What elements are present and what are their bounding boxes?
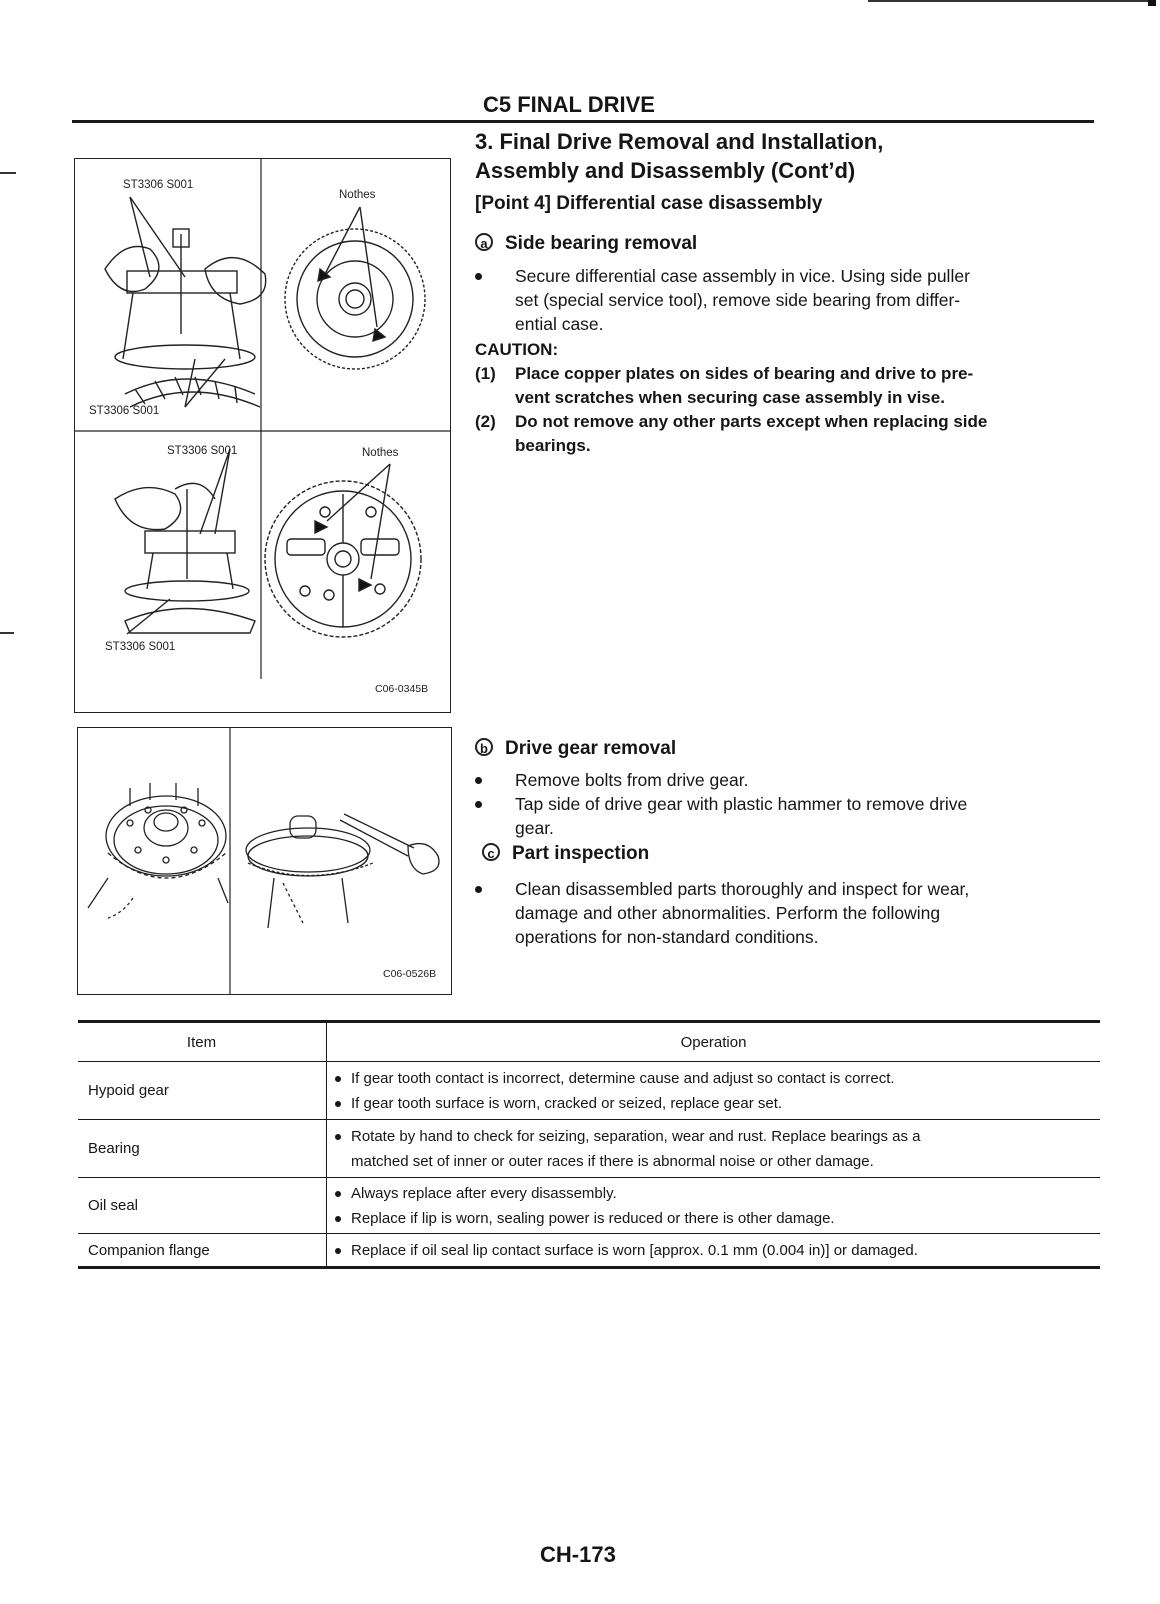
tool-label-lower: ST3306 S001 [167, 445, 238, 457]
drive-gear-bullet-1 [475, 768, 1100, 792]
table-header-row [78, 1022, 1100, 1062]
figure-side-bearing [74, 158, 451, 713]
page-number: CH-173 [540, 1542, 616, 1567]
bullet-dot [475, 273, 482, 280]
flange-illustration-bottom [265, 464, 421, 637]
row-item: Oil seal [78, 1178, 327, 1234]
inspection-text [515, 877, 969, 949]
tool-label-top: ST3306 S001 [123, 179, 194, 191]
margin-tick [0, 172, 16, 174]
figure-drive-gear-drawing [78, 728, 451, 994]
marker-a: a [475, 233, 493, 251]
text-line: ential case. [515, 314, 604, 334]
text-line: bearings. [515, 436, 591, 455]
row-item: Hypoid gear [78, 1062, 327, 1120]
text-line: Secure differential case assembly in vice. Using side puller [515, 266, 970, 286]
bullet-dot [475, 777, 482, 784]
page-title [475, 127, 883, 185]
text-line: Tap side of drive gear with plastic hammer to remove drive [515, 794, 968, 814]
margin-tick [0, 632, 14, 634]
drive-gear-bullet-2 [475, 792, 1100, 840]
text-line: vent scratches when securing case assembly in vise. [515, 388, 945, 407]
figure-code: C06-0526B [383, 968, 437, 980]
op-line: Always replace after every disassembly. [327, 1181, 1100, 1206]
caution-item-2 [475, 410, 1100, 458]
page-title-line1: 3. Final Drive Removal and Installation, [475, 129, 884, 154]
scan-edge-mark [1148, 0, 1156, 6]
notches-label-top: Nothes [339, 189, 376, 201]
bullet-dot [475, 886, 482, 893]
puller-illustration-top [105, 197, 266, 407]
marker-c: c [482, 843, 500, 861]
tool-label-mid: ST3306 S001 [89, 405, 160, 417]
table-row [78, 1234, 1100, 1268]
text-line: operations for non-standard conditions. [515, 927, 819, 947]
row-operation [327, 1062, 1101, 1120]
row-operation [327, 1120, 1101, 1178]
text-line: Place copper plates on sides of bearing and drive to pre- [515, 364, 974, 383]
row-operation [327, 1234, 1101, 1268]
op-line: Replace if lip is worn, sealing power is reduced or there is other damage. [327, 1206, 1100, 1231]
text-line: Remove bolts from drive gear. [515, 770, 749, 790]
inspection-heading-text: Part inspection [512, 843, 650, 864]
drive-gear-heading [475, 738, 676, 760]
op-line: Rotate by hand to check for seizing, separation, wear and rust. Replace bearings as a [327, 1124, 1100, 1149]
puller-illustration-bottom [115, 449, 255, 634]
op-line: If gear tooth surface is worn, cracked or seized, replace gear set. [327, 1091, 1100, 1116]
text-line: Clean disassembled parts thoroughly and inspect for wear, [515, 879, 970, 899]
table-row [78, 1120, 1100, 1178]
scan-edge-line [868, 0, 1148, 2]
figure-side-bearing-drawing [75, 159, 450, 712]
side-bearing-bullet [475, 264, 1100, 336]
text-line: set (special service tool), remove side bearing from differ- [515, 290, 961, 310]
table-row [78, 1178, 1100, 1234]
header-operation: Operation [327, 1022, 1101, 1062]
header-rule [72, 120, 1094, 123]
drive-gear-bullet-2-text [515, 792, 967, 840]
figure-drive-gear [77, 727, 452, 995]
caution-num: (2) [475, 412, 496, 431]
point-heading: [Point 4] Differential case disassembly [475, 193, 823, 214]
notches-label-bottom: Nothes [362, 447, 399, 459]
text-line: gear. [515, 818, 554, 838]
gear-illustration-top [285, 207, 425, 369]
caution-label: CAUTION: [475, 340, 559, 359]
bullet-dot [475, 801, 482, 808]
row-item: Companion flange [78, 1234, 327, 1268]
tool-label-bottom: ST3306 S001 [105, 641, 176, 653]
op-line: Replace if oil seal lip contact surface is worn [approx. 0.1 mm (0.004 in)] or damaged. [327, 1238, 1100, 1263]
table-row [78, 1062, 1100, 1120]
caution-num: (1) [475, 364, 496, 383]
text-line: Do not remove any other parts except when replacing side [515, 412, 988, 431]
op-line: If gear tooth contact is incorrect, determine cause and adjust so contact is correct. [327, 1066, 1100, 1091]
side-bearing-text [515, 264, 970, 336]
inspection-heading [482, 843, 649, 865]
page-title-line2: Assembly and Disassembly (Cont’d) [475, 158, 856, 183]
side-bearing-heading-text: Side bearing removal [505, 233, 698, 254]
row-operation [327, 1178, 1101, 1234]
inspection-table [78, 1020, 1100, 1269]
caution-item-1 [475, 362, 1100, 410]
marker-b: b [475, 738, 493, 756]
gear-bolts-illustration [88, 783, 228, 918]
hammer-illustration [246, 814, 439, 928]
figure-code: C06-0345B [375, 683, 429, 695]
header-item: Item [78, 1022, 327, 1062]
text-line: damage and other abnormalities. Perform the following [515, 903, 941, 923]
drive-gear-heading-text: Drive gear removal [505, 738, 677, 759]
section-title: C5 FINAL DRIVE [483, 92, 655, 117]
side-bearing-heading [475, 233, 697, 255]
op-line: matched set of inner or outer races if there is abnormal noise or other damage. [351, 1152, 874, 1170]
inspection-table-wrap [78, 1020, 1100, 1269]
row-item: Bearing [78, 1120, 327, 1178]
inspection-bullet [475, 877, 1100, 949]
